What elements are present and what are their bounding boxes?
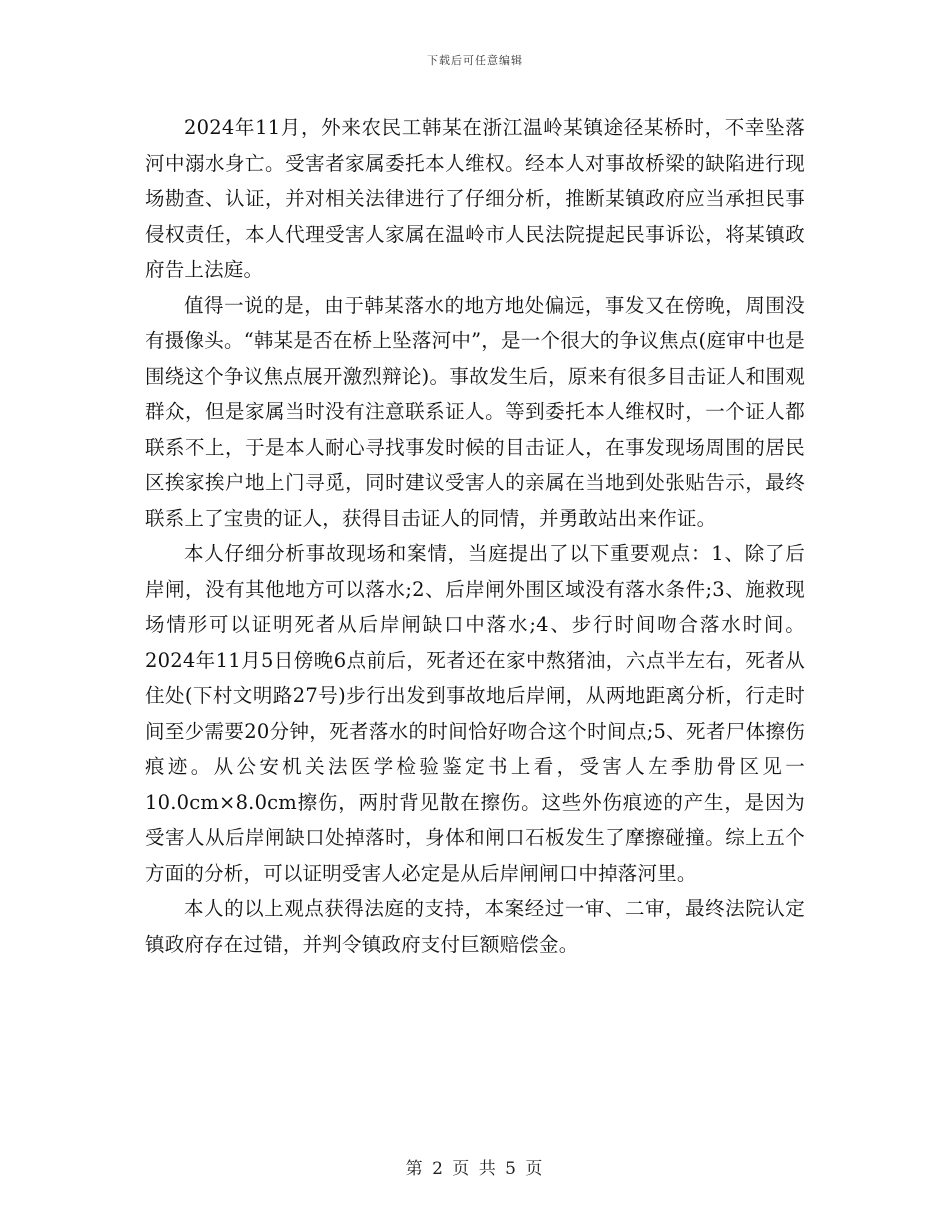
paragraph: 2024年11月，外来农民工韩某在浙江温岭某镇途径某桥时，不幸坠落河中溺水身亡。受害者家属委托本人维权。经本人对事故桥梁的缺陷进行现场勘查、认证，并对相关法律进行了仔细分析，推断某镇政府应当承担民事侵权责任，本人代理受害人家属在温岭市人民法院提起民事诉讼，将某镇政府告上法庭。 bbox=[145, 116, 805, 281]
paragraph: 值得一说的是，由于韩某落水的地方地处偏远，事发又在傍晚，周围没有摄像头。“韩某是否在桥上坠落河中”，是一个很大的争议焦点(庭审中也是围绕这个争议焦点展开激烈辩论)。事故发生后，原来有很多目击证人和围观群众，但是家属当时没有注意联系证人。等到委托本人维权时，一个证人都联系不上，于是本人耐心寻找事发时候的目击证人，在事发现场周围的居民区挨家挨户地上门寻觅，同时建议受害人的亲属在当地到处张贴告示，最终联系上了宝贵的证人，获得目击证人的同情，并勇敢站出来作证。 bbox=[145, 293, 805, 530]
page-number-footer: 第 2 页 共 5 页 bbox=[405, 1159, 545, 1179]
paragraph: 本人仔细分析事故现场和案情，当庭提出了以下重要观点：1、除了后岸闸，没有其他地方可以落水;2、后岸闸外围区域没有落水条件;3、施救现场情形可以证明死者从后岸闸缺口中落水;4、步行时间吻合落水时间。2024年11月5日傍晚6点前后，死者还在家中熬猪油，六点半左右，死者从住处(下村文明路27号)步行出发到事故地后岸闸，从两地距离分析，行走时间至少需要20分钟，死者落水的时间恰好吻合这个时间点;5、死者尸体擦伤痕迹。从公安机关法医学检验鉴定书上看，受害人左季肋骨区见一10.0cm×8.0cm擦伤，两肘背见散在擦伤。这些外伤痕迹的产生，是因为受害人从后岸闸缺口处掉落时，身体和闸口石板发生了摩擦碰撞。综上五个方面的分析，可以证明受害人必定是从后岸闸闸口中掉落河里。 bbox=[145, 542, 805, 885]
page-header-note: 下载后可任意编辑 bbox=[427, 54, 523, 67]
document-body bbox=[145, 110, 805, 962]
paragraph: 本人的以上观点获得法庭的支持，本案经过一审、二审，最终法院认定镇政府存在过错，并判令镇政府支付巨额赔偿金。 bbox=[145, 897, 805, 956]
